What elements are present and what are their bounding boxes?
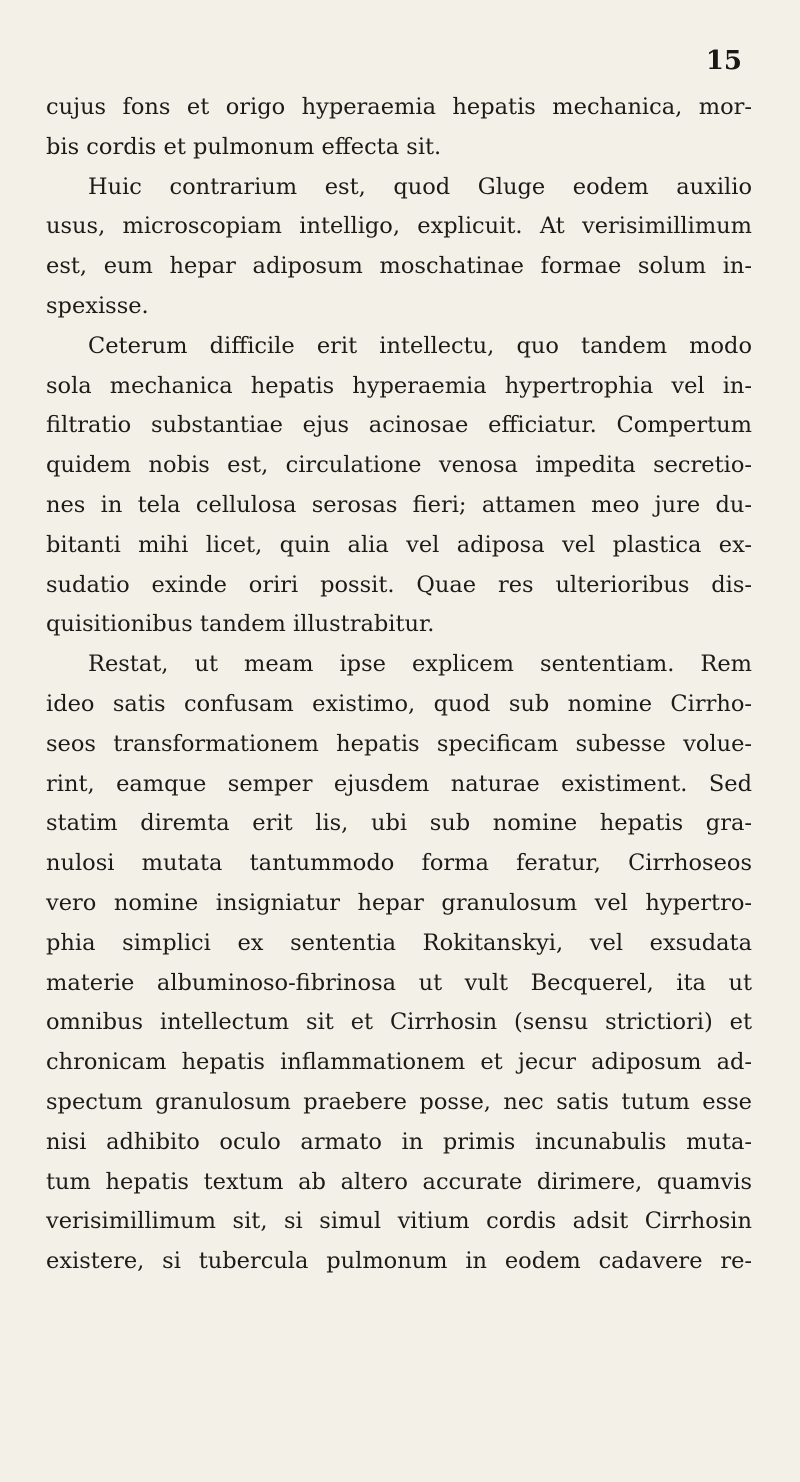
text-line: Huic contrarium est, quod Gluge eodem auxilio (88, 173, 752, 200)
text-line: materie albuminoso-fibrinosa ut vult Becquerel, ita ut (46, 969, 752, 996)
text-line: sudatio exinde oriri possit. Quae res ulterioribus dis- (46, 571, 752, 598)
text-line: verisimillimum sit, si simul vitium cordis adsit Cirrhosin (46, 1208, 752, 1235)
text-line: statim diremta erit lis, ubi sub nomine hepatis gra- (46, 810, 752, 837)
text-line: filtratio substantiae ejus acinosae efficiatur. Compertum (46, 412, 752, 439)
text-line: ideo satis confusam existimo, quod sub nomine Cirrho- (46, 690, 752, 717)
text-line: quisitionibus tandem illustrabitur. (46, 611, 435, 638)
text-line: quidem nobis est, circulatione venosa impedita secretio- (46, 452, 752, 479)
text-line: Ceterum difficile erit intellectu, quo tandem modo (88, 332, 752, 359)
text-line: Restat, ut meam ipse explicem sententiam. Rem (88, 651, 752, 678)
body-text (46, 88, 752, 1282)
text-line: bitanti mihi licet, quin alia vel adiposa vel plastica ex- (46, 531, 752, 558)
text-line: sola mechanica hepatis hyperaemia hypertrophia vel in- (46, 372, 752, 399)
text-line: phia simplici ex sententia Rokitanskyi, vel exsudata (46, 929, 752, 956)
text-line: spexisse. (46, 292, 149, 319)
text-line: cujus fons et origo hyperaemia hepatis mechanica, mor- (46, 94, 752, 120)
text-line: bis cordis et pulmonum effecta sit. (46, 133, 442, 160)
page-number: 15 (705, 46, 742, 76)
text-line: seos transformationem hepatis specificam subesse volue- (46, 730, 752, 757)
text-line: existere, si tubercula pulmonum in eodem cadavere re- (46, 1248, 752, 1275)
text-line: chronicam hepatis inflammationem et jecur adiposum ad- (46, 1049, 752, 1076)
text-line: omnibus intellectum sit et Cirrhosin (sensu strictiori) et (46, 1009, 752, 1036)
text-line: usus, microscopiam intelligo, explicuit. At verisimillimum (46, 213, 752, 240)
text-line: nisi adhibito oculo armato in primis incunabulis muta- (46, 1128, 752, 1155)
text-line: vero nomine insigniatur hepar granulosum vel hypertro- (46, 889, 752, 916)
text-line: spectum granulosum praebere posse, nec satis tutum esse (46, 1088, 752, 1115)
text-line: nes in tela cellulosa serosas fieri; attamen meo jure du- (46, 491, 752, 518)
text-line: nulosi mutata tantummodo forma feratur, Cirrhoseos (46, 850, 752, 877)
text-line: est, eum hepar adiposum moschatinae formae solum in- (46, 253, 752, 280)
text-line: tum hepatis textum ab altero accurate dirimere, quamvis (46, 1168, 752, 1195)
text-line: rint, eamque semper ejusdem naturae existiment. Sed (46, 770, 752, 797)
